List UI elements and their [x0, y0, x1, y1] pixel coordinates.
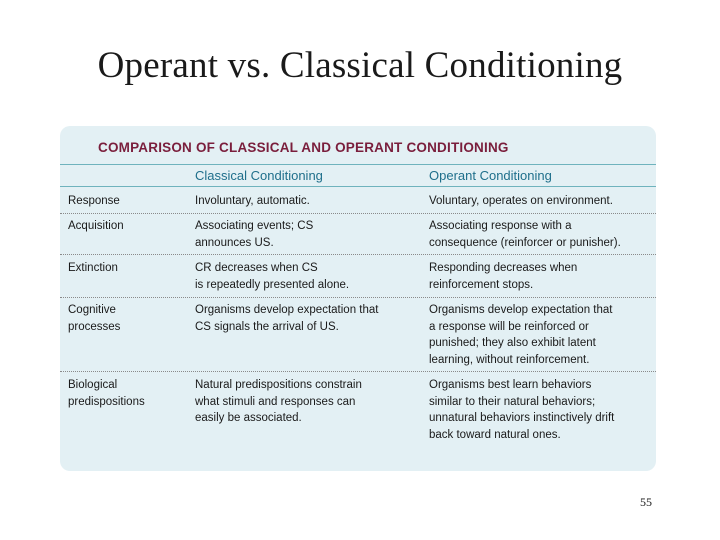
row-label-biological: Biological predispositions: [68, 379, 145, 408]
cell-cognitive-classical: Organisms develop expectation that CS signals the arrival of US.: [195, 304, 379, 333]
cell-biological-classical: Natural predispositions constrain what stimuli and responses can easily be associated.: [195, 379, 362, 424]
cell-acquisition-classical: Associating events; CS announces US.: [195, 220, 314, 249]
row-divider: [60, 213, 656, 214]
comparison-table-panel: [60, 126, 656, 471]
row-label-extinction: Extinction: [68, 262, 118, 274]
cell-cognitive-operant: Organisms develop expectation that a response will be reinforced or punished; they also exhibit latent learning, without reinforcement.: [429, 304, 613, 366]
column-header-classical: Classical Conditioning: [195, 168, 323, 183]
header-divider-bottom: [60, 186, 656, 187]
cell-response-operant: Voluntary, operates on environment.: [429, 195, 613, 207]
row-divider: [60, 297, 656, 298]
cell-extinction-classical: CR decreases when CS is repeatedly presented alone.: [195, 262, 350, 291]
page-number: 55: [640, 495, 652, 509]
row-divider: [60, 371, 656, 372]
cell-acquisition-operant: Associating response with a consequence (reinforcer or punisher).: [429, 220, 621, 249]
cell-biological-operant: Organisms best learn behaviors similar to their natural behaviors; unnatural behaviors instinctively drift back toward natural ones.: [429, 379, 615, 441]
slide-title: Operant vs. Classical Conditioning: [97, 45, 623, 86]
table-heading: COMPARISON OF CLASSICAL AND OPERANT CONDITIONING: [98, 140, 509, 155]
row-divider: [60, 254, 656, 255]
row-label-acquisition: Acquisition: [68, 220, 124, 232]
row-label-cognitive: Cognitive processes: [68, 304, 121, 333]
row-label-response: Response: [68, 195, 120, 207]
column-header-operant: Operant Conditioning: [429, 168, 552, 183]
cell-response-classical: Involuntary, automatic.: [195, 195, 310, 207]
cell-extinction-operant: Responding decreases when reinforcement stops.: [429, 262, 578, 291]
header-divider-top: [60, 164, 656, 165]
